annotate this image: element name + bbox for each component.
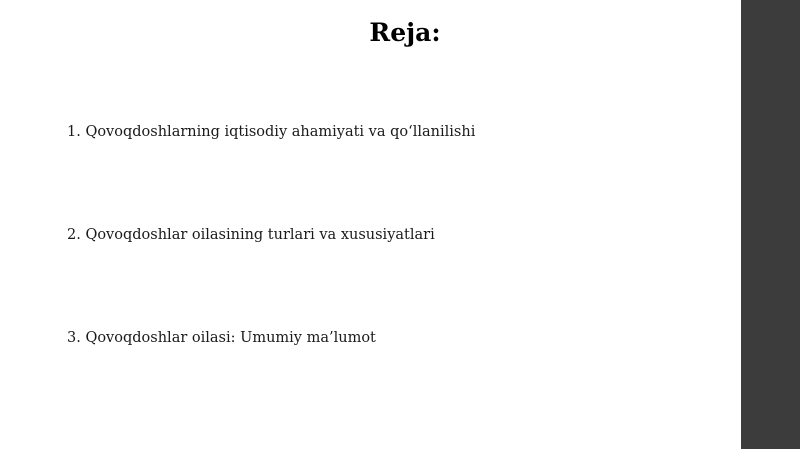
plan-item-2: 2. Qovoqdoshlar oilasining turlari va xususiyatlari — [67, 227, 435, 243]
plan-item-3: 3. Qovoqdoshlar oilasi: Umumiy ma’lumot — [67, 330, 376, 346]
slide-title: Reja: — [369, 18, 441, 47]
side-panel — [741, 0, 800, 449]
plan-item-1: 1. Qovoqdoshlarning iqtisodiy ahamiyati va qo‘llanilishi — [67, 124, 476, 140]
